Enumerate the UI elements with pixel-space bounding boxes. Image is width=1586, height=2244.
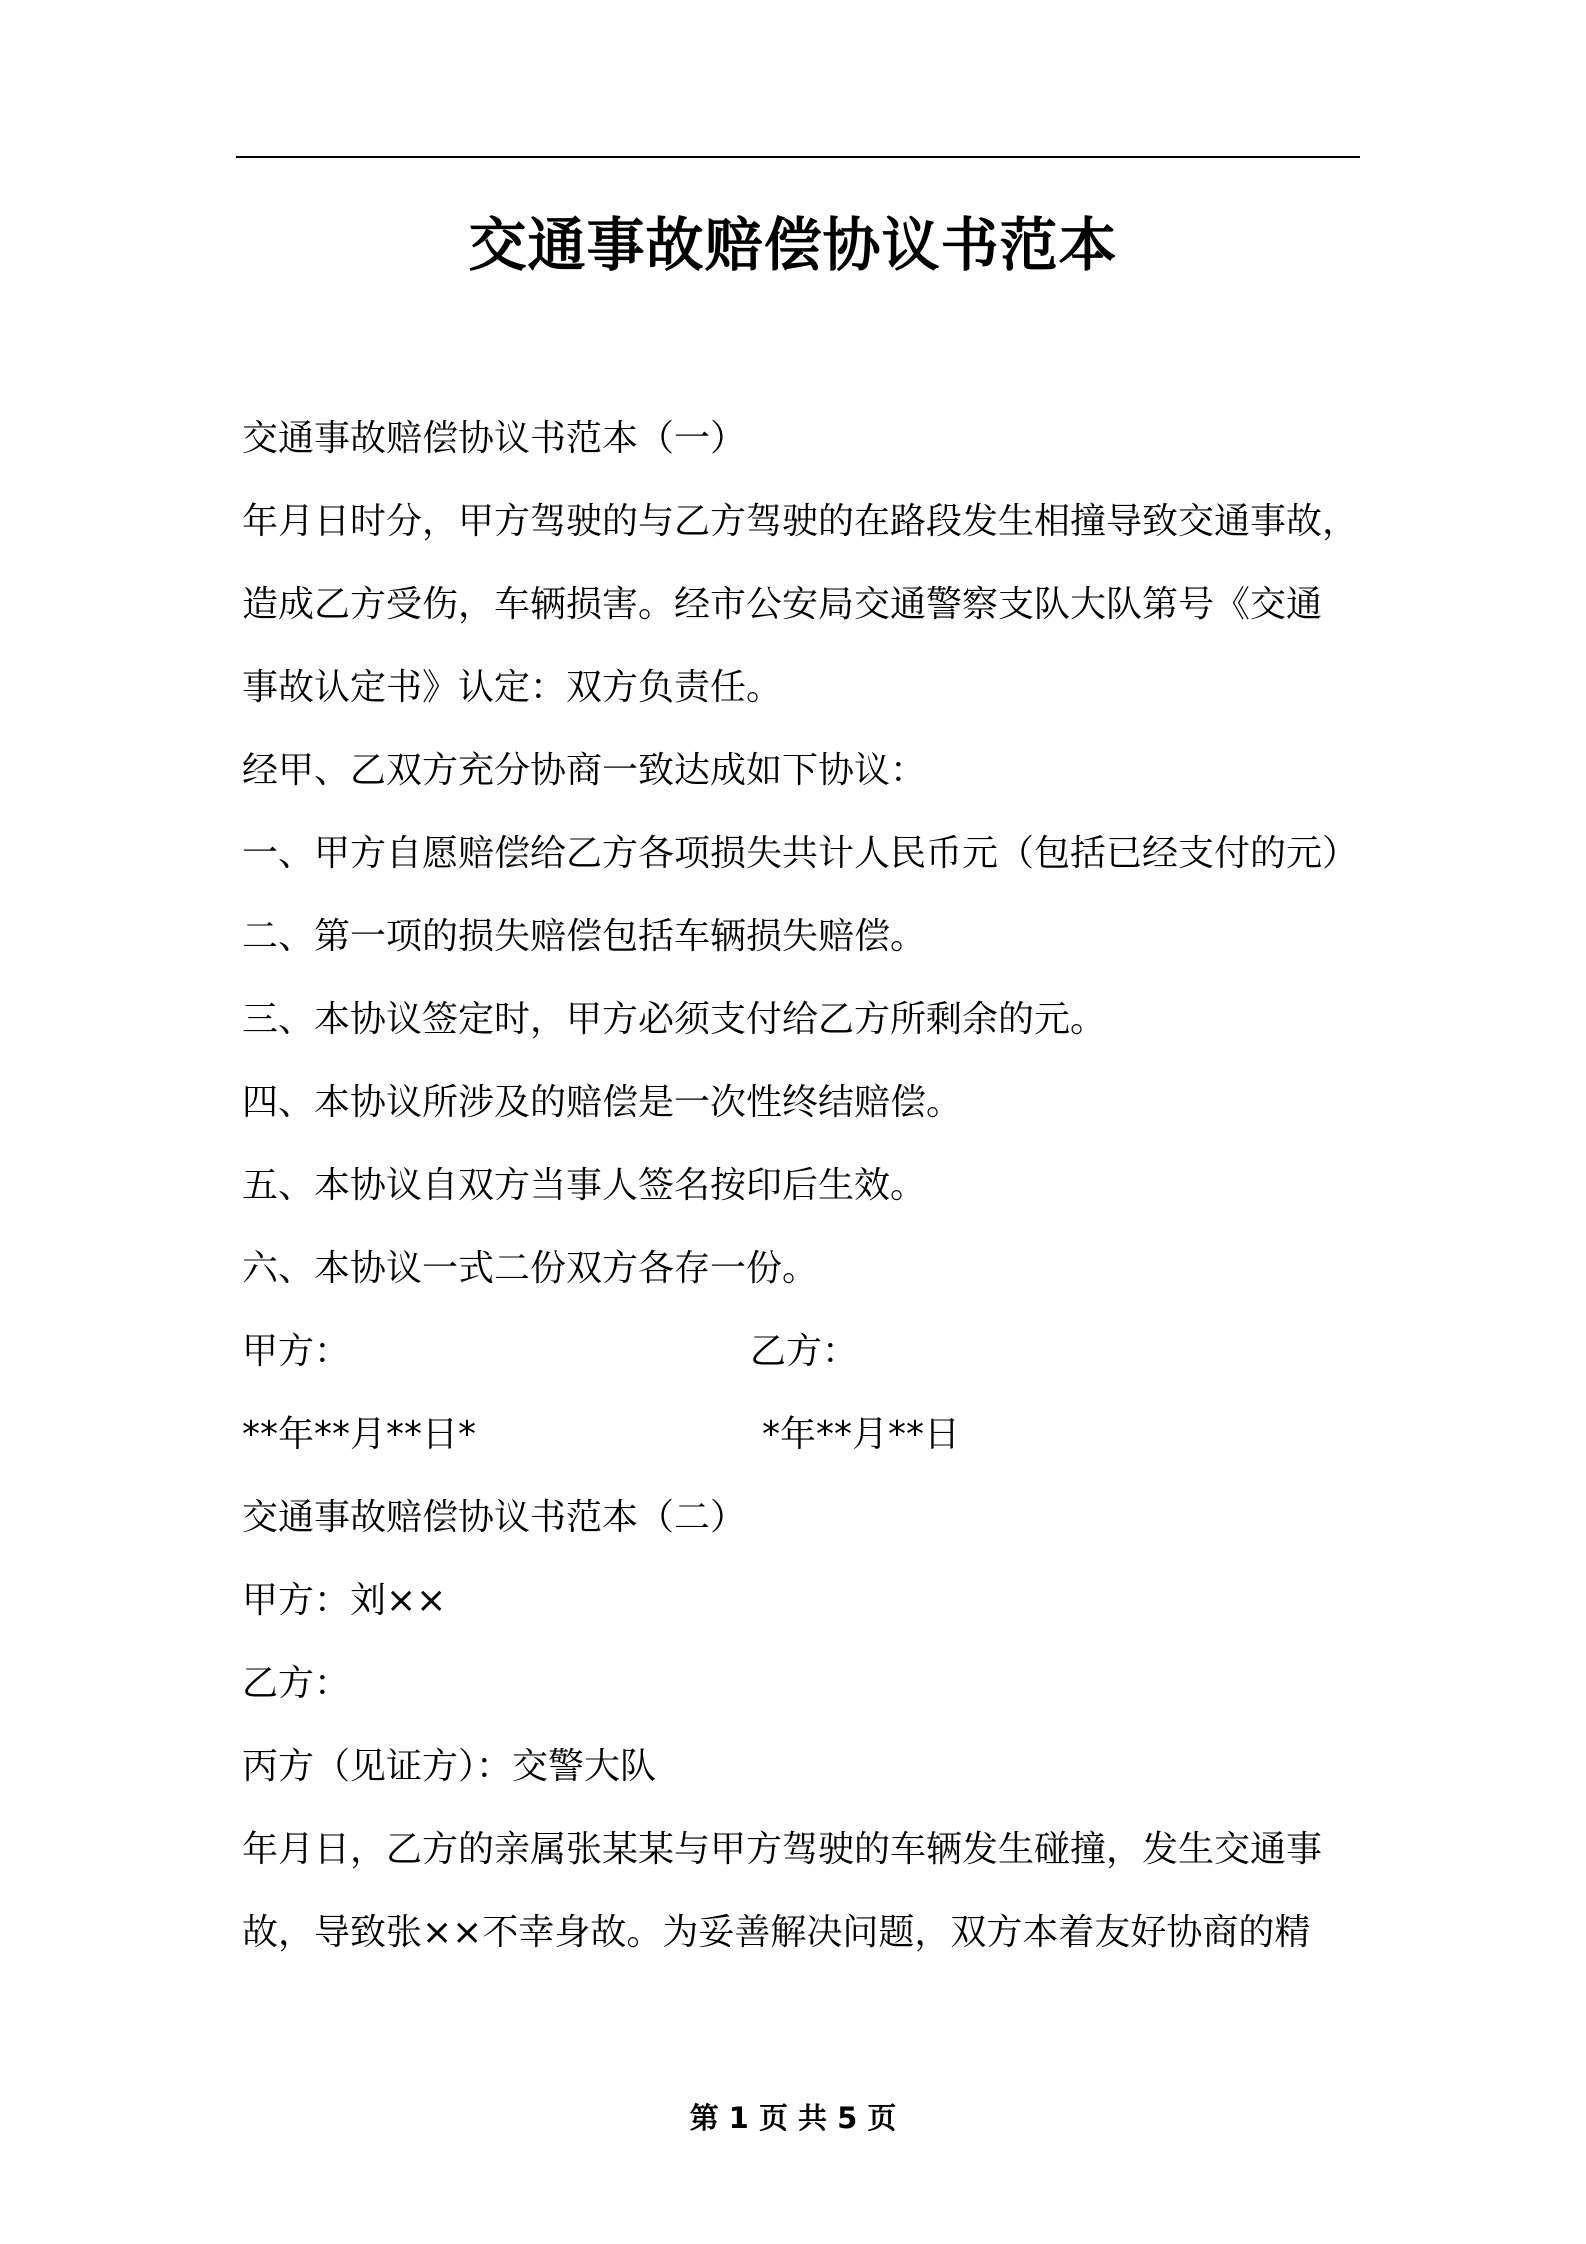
clause-item: 五、本协议自双方当事人签名按印后生效。 xyxy=(242,1165,927,1206)
header-rule xyxy=(236,156,1360,158)
party-a-signature-label: 甲方： xyxy=(242,1331,351,1372)
clause-item: 六、本协议一式二份双方各存一份。 xyxy=(242,1248,819,1289)
date-left: **年**月**日* xyxy=(242,1414,477,1455)
date-right: *年**月**日 xyxy=(762,1414,961,1455)
paragraph-line: 故，导致张××不幸身故。为妥善解决问题，双方本着友好协商的精 xyxy=(242,1912,1311,1953)
clause-item: 四、本协议所涉及的赔偿是一次性终结赔偿。 xyxy=(242,1082,963,1123)
party-c-line: 丙方（见证方）：交警大队 xyxy=(242,1746,657,1787)
page-number: 第 1 页 共 5 页 xyxy=(689,2101,897,2135)
section-1-heading: 交通事故赔偿协议书范本（一） xyxy=(242,418,747,459)
clause-item: 三、本协议签定时，甲方必须支付给乙方所剩余的元。 xyxy=(242,999,1107,1040)
section-2-heading: 交通事故赔偿协议书范本（二） xyxy=(242,1497,747,1538)
party-b-line: 乙方： xyxy=(242,1663,351,1704)
paragraph-line: 年月日时分，甲方驾驶的与乙方驾驶的在路段发生相撞导致交通事故， xyxy=(242,501,1359,542)
paragraph-line: 造成乙方受伤，车辆损害。经市公安局交通警察支队大队第号《交通 xyxy=(242,584,1323,625)
clause-item: 一、甲方自愿赔偿给乙方各项损失共计人民币元（包括已经支付的元） xyxy=(242,833,1359,874)
agreement-intro: 经甲、乙双方充分协商一致达成如下协议： xyxy=(242,750,927,791)
document-title: 交通事故赔偿协议书范本 xyxy=(468,211,1118,279)
paragraph-line: 年月日，乙方的亲属张某某与甲方驾驶的车辆发生碰撞，发生交通事 xyxy=(242,1829,1323,1870)
paragraph-line: 事故认定书》认定：双方负责任。 xyxy=(242,667,783,708)
party-b-signature-label: 乙方： xyxy=(750,1331,859,1372)
clause-item: 二、第一项的损失赔偿包括车辆损失赔偿。 xyxy=(242,916,927,957)
party-a-line: 甲方：刘×× xyxy=(242,1580,447,1621)
